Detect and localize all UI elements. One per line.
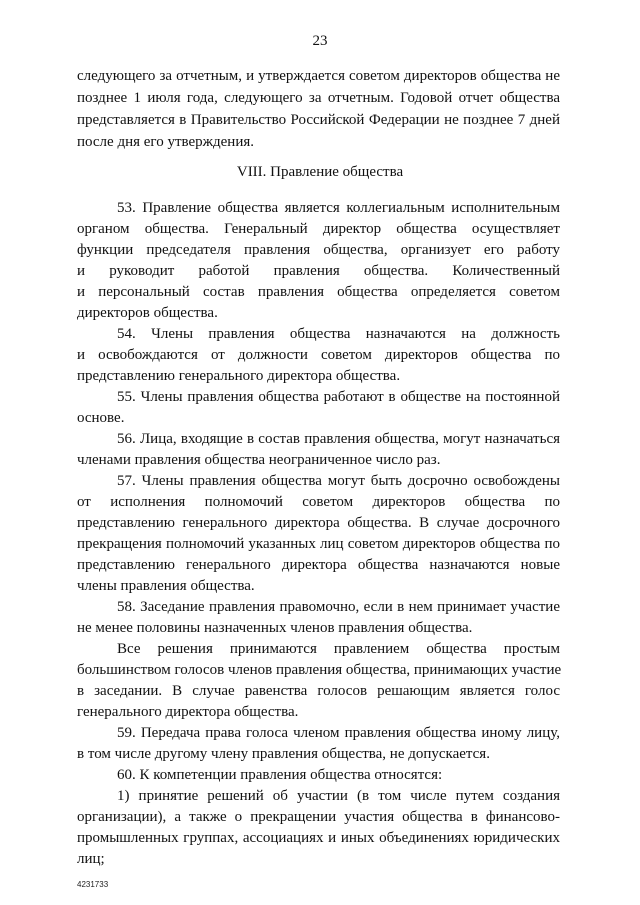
text-line: организации), а также о прекращении участия общества в финансово- — [77, 809, 560, 825]
text-line: 56. Лица, входящие в состав правления общества, могут назначаться — [117, 431, 560, 447]
text-line: и руководит работой правления общества. Количественный — [77, 263, 560, 279]
text-line: 60. К компетенции правления общества относятся: — [117, 767, 443, 783]
text-line: члены правления общества. — [77, 578, 255, 594]
text-line: представлению генерального директора общества. В случае досрочного — [77, 515, 560, 531]
text-line: лиц; — [77, 851, 105, 867]
text-line: большинством голосов членов правления общества, принимающих участие — [77, 662, 562, 678]
text-line: после дня его утверждения. — [77, 134, 255, 150]
text-line: 55. Члены правления общества работают в обществе на постоянной — [117, 389, 560, 405]
text-line: членами правления общества неограниченное число раз. — [77, 452, 441, 468]
text-line: функции председателя правления общества, организует его работу — [77, 242, 560, 258]
text-line: 1) принятие решений об участии (в том числе путем создания — [117, 788, 560, 804]
text-line: органом общества. Генеральный директор общества осуществляет — [77, 221, 560, 237]
text-line: представлению генерального директора общества назначаются новые — [77, 557, 560, 573]
text-line: в том числе другому члену правления общества, не допускается. — [77, 746, 490, 762]
text-line: в заседании. В случае равенства голосов решающим является голос — [77, 683, 560, 699]
text-line: директоров общества. — [77, 305, 218, 321]
text-line: 54. Члены правления общества назначаются на должность — [117, 326, 560, 342]
text-line: 57. Члены правления общества могут быть досрочно освобождены — [117, 473, 560, 489]
text-line: не менее половины назначенных членов правления общества. — [77, 620, 473, 636]
text-line: прекращения полномочий указанных лиц советом директоров общества по — [77, 536, 560, 552]
text-line: 59. Передача права голоса членом правления общества иному лицу, — [117, 725, 560, 741]
text-line: генерального директора общества. — [77, 704, 299, 720]
text-line: представляется в Правительство Российской Федерации не позднее 7 дней — [77, 112, 560, 128]
text-line: основе. — [77, 410, 125, 426]
section-heading: VIII. Правление общества — [236, 164, 404, 180]
text-line: представлению генерального директора общества. — [77, 368, 401, 384]
text-line: следующего за отчетным, и утверждается советом директоров общества не — [77, 68, 560, 84]
text-line: и освобождаются от должности советом директоров общества по — [77, 347, 560, 363]
text-line: позднее 1 июля года, следующего за отчетным. Годовой отчет общества — [77, 90, 560, 106]
text-line: 53. Правление общества является коллегиальным исполнительным — [117, 200, 560, 216]
page-number: 23 — [312, 33, 328, 49]
text-line: 58. Заседание правления правомочно, если в нем принимает участие — [117, 599, 560, 615]
document-code: 4231733 — [77, 880, 109, 889]
text-line: промышленных группах, ассоциациях и иных объединениях юридических — [77, 830, 560, 846]
text-line: от исполнения полномочий советом директоров общества по — [77, 494, 560, 510]
text-line: и персональный состав правления общества определяется советом — [77, 284, 560, 300]
text-line: Все решения принимаются правлением общества простым — [117, 641, 560, 657]
